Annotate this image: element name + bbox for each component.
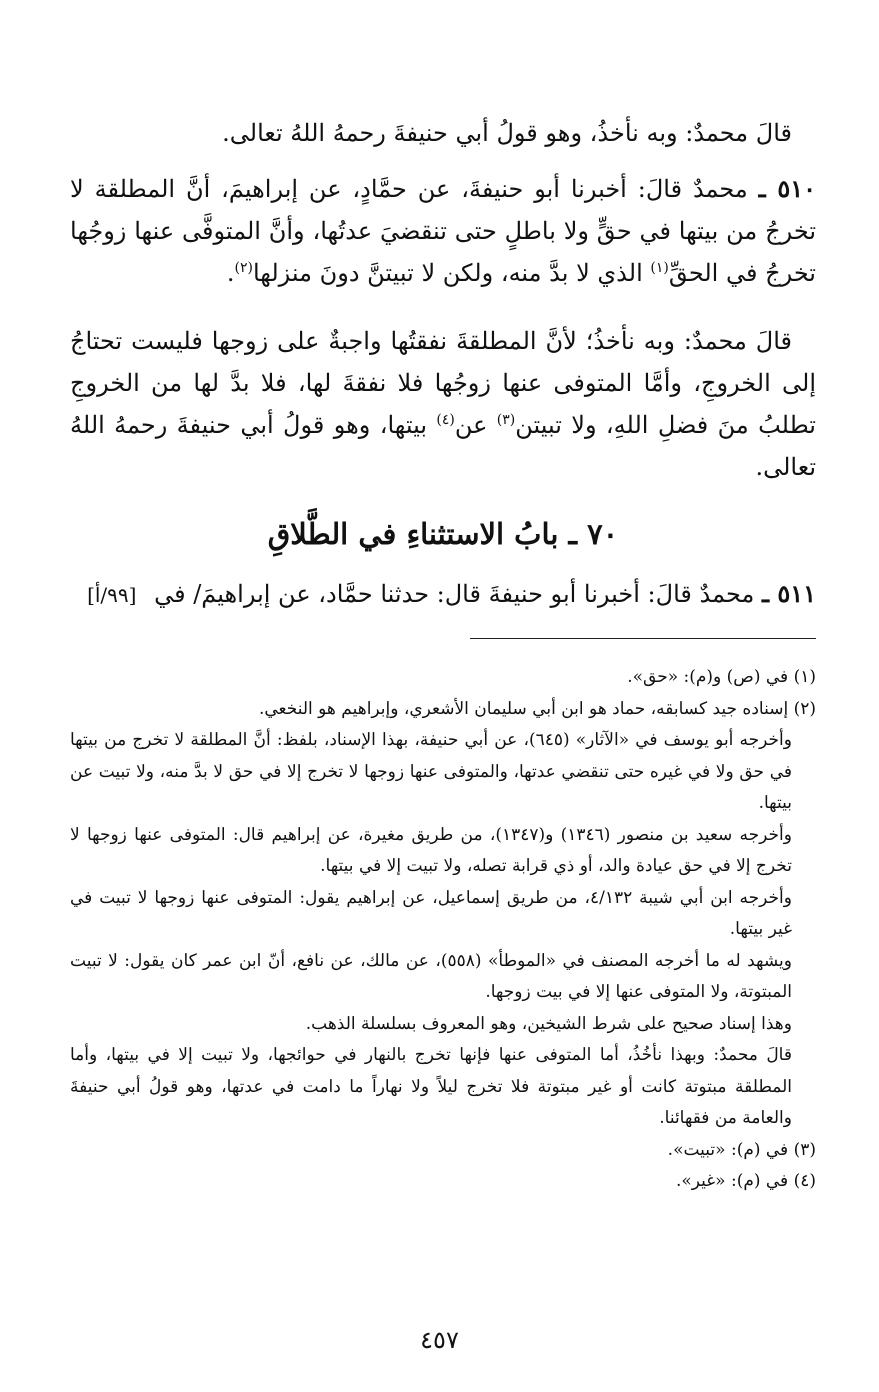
footnote: (٤) في (م): «غير». xyxy=(675,1171,816,1191)
footnote-continuation: وأخرجه سعيد بن منصور (١٣٤٦) و(١٣٤٧)، من طريق مغيرة، عن إبراهيم قال: المتوفى عنها زوجها لا تخرج إلا في حق عيادة والد، أو ذي قرابة تصله، ولا تبيت إلا في بيتها. xyxy=(70,824,792,876)
footnote-continuation: قالَ محمدٌ: وبهذا نأخُذُ، أما المتوفى عنها فإنها تخرج بالنهار في حوائجها، ولا تبيت إلا في بيتها، وأما المطلقة مبتوتة كانت أو غير مبتوتة فلا تخرج ليلاً ولا نهاراً ما دامت في عدتها، وهو قولُ أبي حنيفةَ والعامة من فقهائنا. xyxy=(70,1045,792,1128)
footnote-continuation: وأخرجه ابن أبي شيبة ٤/١٣٢، من طريق إسماعيل، عن إبراهيم يقول: المتوفى عنها زوجها لا تبيت في غير بيتها. xyxy=(70,887,792,939)
hadith-511 xyxy=(0,574,816,615)
commentary-text-b: عن xyxy=(454,411,488,439)
footnote-continuation: وهذا إسناد صحيح على شرط الشيخين، وهو المعروف بسلسلة الذهب. xyxy=(305,1013,792,1034)
page-number: ٤٥٧ xyxy=(420,1326,459,1354)
hadith-510-text-b: الذي لا بدَّ منه، ولكن لا تبيتنَّ دونَ منزلها xyxy=(252,259,643,287)
closing-line-text: قالَ محمدٌ: وبه نأخذُ، وهو قولُ أبي حنيفةَ رحمهُ اللهُ تعالى. xyxy=(222,119,792,147)
footnote-ref-4: (٤) xyxy=(436,412,455,428)
hadith-510-number: ٥١٠ ـ xyxy=(758,174,816,203)
hadith-511-number: ٥١١ ـ xyxy=(761,579,816,608)
footnote: (٢) إسناده جيد كسابقه، حماد هو ابن أبي سليمان الأشعري، وإبراهيم هو النخعي. xyxy=(258,698,816,719)
chapter-heading: ٧٠ ـ بابُ الاستثناءِ في الطَّلاقِ xyxy=(267,517,619,551)
commentary-paragraph xyxy=(70,320,816,488)
footnote-continuation: وأخرجه أبو يوسف في «الآثار» (٦٤٥)، عن أبي حنيفة، بهذا الإسناد، بلفظ: أنَّ المطلقة لا تخرج من بيتها في حق ولا في غيره حتى تنقضي عدتها، والمتوفى عنها زوجها لا تخرج إلا في حق لا بدَّ منه، ولا تبيت عن بيتها. xyxy=(70,730,792,813)
commentary-text-c: بيتها، وهو قولُ أبي حنيفةَ رحمهُ اللهُ تعالى. xyxy=(70,411,816,481)
closing-line xyxy=(70,112,816,154)
hadith-511-text: محمدٌ قالَ: أخبرنا أبو حنيفةَ قال: حدثنا حمَّاد، عن إبراهيمَ/ في xyxy=(154,580,755,608)
footnote: (٣) في (م): «تبيت». xyxy=(667,1139,816,1160)
footnote-ref-2: (٢) xyxy=(234,260,253,276)
footnotes xyxy=(70,662,816,1198)
hadith-510 xyxy=(70,168,816,294)
margin-folio-ref: [٩٩/أ] xyxy=(87,583,137,607)
footnote: (١) في (ص) و(م): «حق». xyxy=(627,667,816,687)
footnote-divider xyxy=(470,638,816,639)
commentary-text-a: قالَ محمدٌ: وبه نأخذُ؛ لأنَّ المطلقةَ نفقتُها واجبةٌ على زوجها فليست تحتاجُ إلى الخروجِ، وأمَّا المتوفى عنها زوجُها فلا نفقةَ لها، فلا بدَّ لها من الخروجِ تطلبُ منَ فضلِ اللهِ، ولا تبيتن xyxy=(70,327,816,439)
footnote-ref-1: (١) xyxy=(650,260,669,276)
footnote-ref-3: (٣) xyxy=(496,412,516,428)
hadith-510-text-a: محمدٌ قالَ: أخبرنا أبو حنيفةَ، عن حمَّادٍ، عن إبراهيمَ، أنَّ المطلقة لا تخرجُ من بيتها في حقٍّ ولا باطلٍ حتى تنقضيَ عدتُها، وأنَّ المتوفَّى عنها زوجُها تخرجُ في الحقِّ xyxy=(70,175,816,287)
footnote-continuation: ويشهد له ما أخرجه المصنف في «الموطأ» (٥٥٨)، عن مالك، عن نافع، أنّ ابن عمر كان يقول: لا تبيت المبتوتة، ولا المتوفى عنها إلا في بيت زوجها. xyxy=(70,950,792,1002)
hadith-510-text-c: . xyxy=(226,259,235,287)
